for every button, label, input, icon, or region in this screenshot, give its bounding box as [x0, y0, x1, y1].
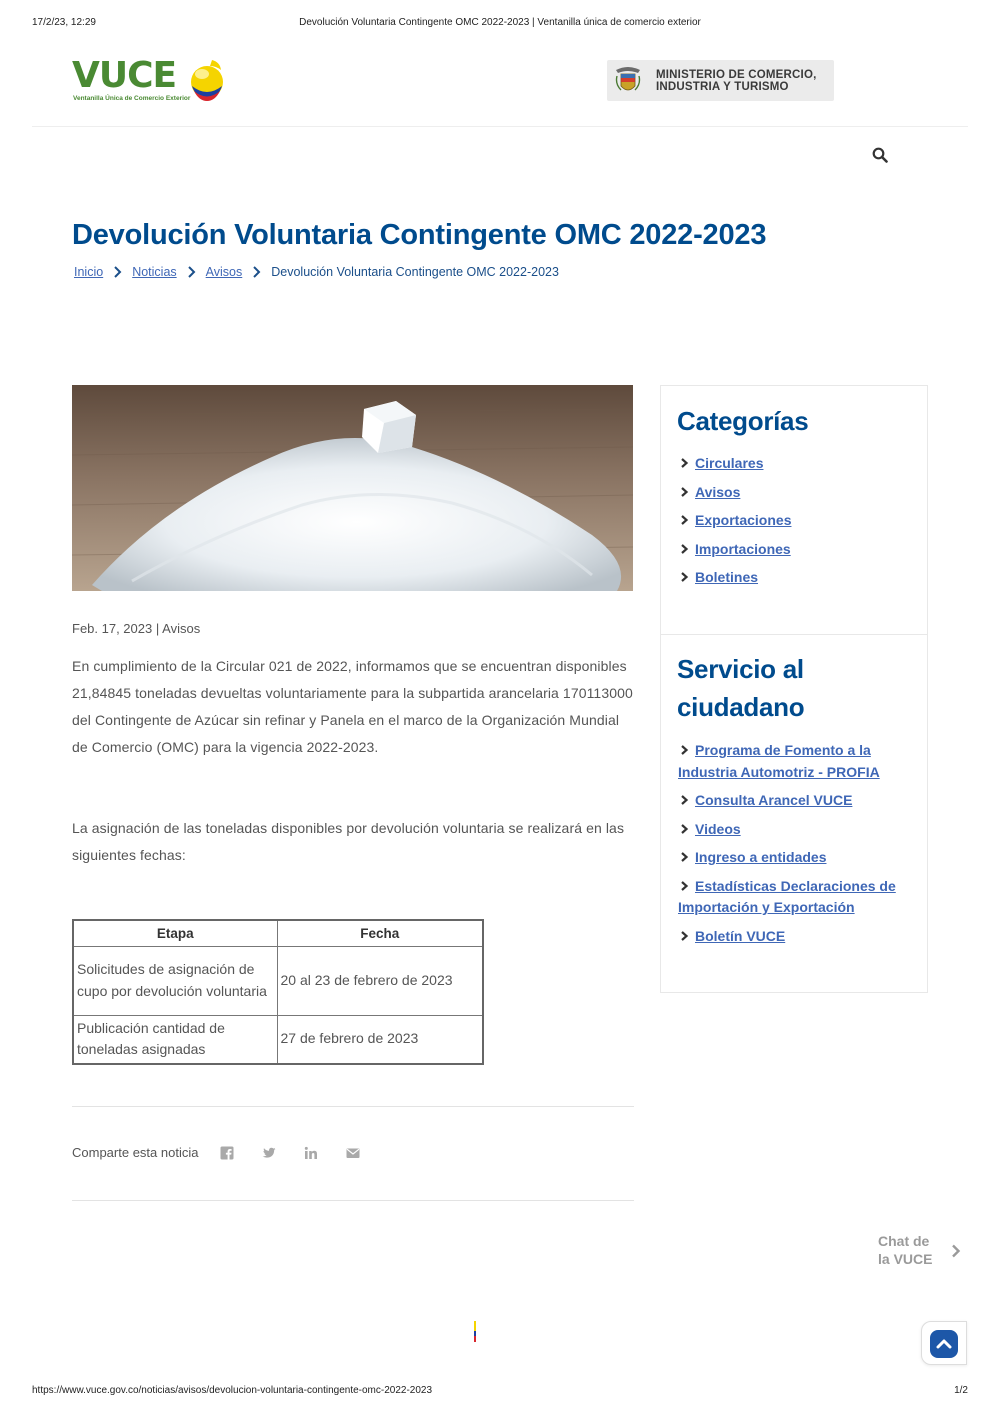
category-link-circulares[interactable]: Circulares	[695, 455, 764, 471]
category-item[interactable]	[678, 567, 791, 589]
vuce-logo-subtitle: Ventanilla Única de Comercio Exterior	[73, 95, 191, 102]
print-footer	[32, 1385, 968, 1399]
vuce-logo-wordmark: VUCE	[72, 55, 177, 96]
citizen-service-panel	[660, 634, 928, 993]
chevron-right-icon	[680, 795, 689, 805]
share-bar	[72, 1145, 388, 1160]
back-to-top-button[interactable]	[921, 1321, 967, 1365]
category-link-boletines[interactable]: Boletines	[695, 569, 759, 585]
citizen-service-title: Servicio al ciudadano	[677, 654, 805, 722]
table-cell-stage: Publicación cantidad de toneladas asignadas	[73, 1015, 277, 1064]
table-header-stage: Etapa	[73, 920, 277, 946]
category-item[interactable]	[678, 539, 791, 561]
chevron-right-icon	[680, 458, 689, 468]
ministry-badge[interactable]	[607, 60, 834, 101]
ministry-name-line2: INDUSTRIA Y TURISMO	[656, 81, 789, 93]
print-url: https://www.vuce.gov.co/noticias/avisos/devolucion-voluntaria-contingente-omc-2022-2023	[32, 1385, 433, 1396]
article-paragraph-1: En cumplimiento de la Circular 021 de 2022, informamos que se encuentran disponibles 21,84845 toneladas devueltas voluntariamente para la subpartida arancelaria 170113000 del Contingente de Azúcar sin refinar y Panela en el marco de la Organización Mundial de Comercio (OMC) para la vigencia 2022-2023.	[72, 658, 633, 755]
service-link-boletin[interactable]: Boletín VUCE	[695, 927, 786, 944]
search-icon[interactable]	[872, 147, 888, 163]
service-item[interactable]	[678, 740, 923, 783]
service-link-videos[interactable]: Videos	[695, 820, 741, 837]
chevron-right-icon	[680, 487, 689, 497]
chevron-right-icon	[680, 931, 689, 941]
colombia-flag-stripe	[474, 1321, 476, 1342]
chevron-right-icon	[113, 266, 122, 278]
print-datetime: 17/2/23, 12:29	[32, 17, 96, 28]
vuce-logo[interactable]	[72, 56, 232, 106]
article-paragraph-2: La asignación de las toneladas disponibles por devolución voluntaria se realizará en las siguientes fechas:	[72, 820, 625, 863]
categories-list	[678, 453, 791, 589]
service-item[interactable]	[678, 926, 923, 948]
chat-label-line2: la VUCE	[878, 1251, 933, 1267]
ministry-name	[656, 69, 817, 93]
chevron-right-icon	[187, 266, 196, 278]
chevron-right-icon	[680, 852, 689, 862]
chevron-right-icon	[680, 824, 689, 834]
chevron-right-icon	[680, 515, 689, 525]
table-row	[73, 946, 483, 1015]
service-link-profia[interactable]: Programa de Fomento a la Industria Automotriz - PROFIA	[678, 742, 880, 780]
share-divider-bottom	[72, 1200, 634, 1201]
category-item[interactable]	[678, 482, 791, 504]
chevron-up-icon	[930, 1330, 958, 1358]
chevron-right-icon[interactable]	[951, 1244, 961, 1258]
chat-vuce-button[interactable]	[878, 1232, 932, 1268]
service-link-arancel[interactable]: Consulta Arancel VUCE	[695, 792, 853, 808]
citizen-service-list	[678, 740, 923, 947]
twitter-icon[interactable]	[262, 1146, 276, 1160]
category-item[interactable]	[678, 453, 791, 475]
table-header-date: Fecha	[277, 920, 483, 946]
article-category: Avisos	[162, 621, 201, 636]
service-item[interactable]	[678, 790, 923, 812]
chevron-right-icon	[252, 266, 261, 278]
table-row	[73, 1015, 483, 1064]
facebook-icon[interactable]	[220, 1146, 234, 1160]
ministry-name-line1: MINISTERIO DE COMERCIO,	[656, 69, 817, 81]
breadcrumb-home[interactable]: Inicio	[74, 265, 104, 279]
page-title: Devolución Voluntaria Contingente OMC 2022-2023	[72, 219, 767, 251]
category-link-avisos[interactable]: Avisos	[695, 483, 741, 500]
header-divider	[32, 126, 968, 127]
chat-label-line1: Chat de	[878, 1233, 930, 1249]
chevron-right-icon	[680, 881, 689, 891]
share-label: Comparte esta noticia	[72, 1145, 199, 1160]
table-header-row	[73, 920, 483, 946]
email-icon[interactable]	[346, 1146, 360, 1160]
categories-title: Categorías	[677, 406, 809, 436]
article-meta-separator: |	[155, 621, 163, 636]
category-link-importaciones[interactable]: Importaciones	[695, 540, 791, 557]
article-meta	[72, 621, 200, 636]
service-item[interactable]	[678, 819, 923, 841]
vuce-logo-ball-icon	[188, 58, 226, 102]
categories-panel	[660, 385, 928, 635]
chevron-right-icon	[680, 572, 689, 582]
service-item[interactable]	[678, 876, 923, 919]
linkedin-icon[interactable]	[304, 1146, 318, 1160]
back-to-top-surface	[930, 1330, 958, 1358]
service-link-entidades[interactable]: Ingreso a entidades	[695, 849, 827, 865]
service-link-estadisticas[interactable]: Estadísticas Declaraciones de Importación y Exportación	[678, 877, 896, 915]
service-item[interactable]	[678, 847, 923, 869]
article-hero-image	[72, 385, 633, 591]
breadcrumb	[74, 265, 559, 279]
chevron-right-icon	[680, 544, 689, 554]
category-item[interactable]	[678, 510, 791, 532]
table-cell-date: 27 de febrero de 2023	[277, 1015, 483, 1064]
breadcrumb-news[interactable]: Noticias	[132, 265, 177, 279]
colombia-coat-of-arms-icon	[613, 64, 643, 97]
print-header	[32, 17, 968, 31]
table-cell-date: 20 al 23 de febrero de 2023	[277, 946, 483, 1015]
print-page-number: 1/2	[954, 1385, 968, 1396]
breadcrumb-current: Devolución Voluntaria Contingente OMC 2022-2023	[271, 265, 559, 279]
category-link-exportaciones[interactable]: Exportaciones	[695, 512, 792, 528]
table-cell-stage: Solicitudes de asignación de cupo por devolución voluntaria	[73, 946, 277, 1015]
share-divider-top	[72, 1106, 634, 1107]
chevron-right-icon	[680, 745, 689, 755]
schedule-table	[72, 919, 484, 1065]
print-document-title: Devolución Voluntaria Contingente OMC 2022-2023 | Ventanilla única de comercio exterior	[299, 17, 701, 28]
article-date: Feb. 17, 2023	[72, 621, 153, 636]
breadcrumb-notices[interactable]: Avisos	[205, 265, 243, 279]
